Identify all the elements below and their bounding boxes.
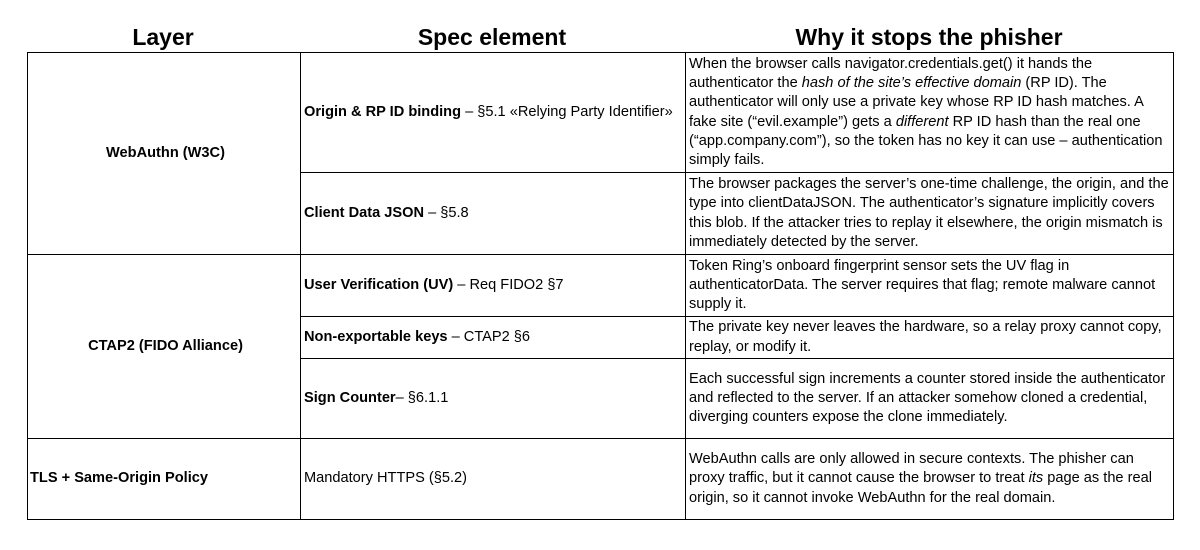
- why-text: RP ID hash than the real one (“app.company.com”), so the token has no key it can use – authentication simply fails.: [689, 113, 1163, 168]
- spec-element-reference: – §5.1 «Relying Party Identifier»: [461, 103, 673, 120]
- spec-element-name: Sign Counter: [304, 389, 396, 406]
- table-row: [28, 53, 1174, 173]
- why-text: Each successful sign increments a counter stored inside the authenticator and reflected to the server. If an attacker somehow cloned a credential, diverging counters expose the clone immediately.: [689, 370, 1166, 426]
- why-cell: [686, 255, 1174, 317]
- spec-element-reference: – CTAP2 §6: [447, 328, 531, 345]
- why-text: The private key never leaves the hardware, so a relay proxy cannot copy, replay, or modify it.: [689, 319, 1162, 355]
- spec-cell: [301, 53, 686, 173]
- why-text: (RP ID). The authenticator will only use a private key whose RP ID hash matches. A fake site (“evil.example”) gets a: [689, 75, 1143, 130]
- spec-element-name: Origin & RP ID binding: [304, 103, 462, 120]
- why-text: page as the real origin, so it cannot invoke WebAuthn for the real domain.: [689, 470, 1152, 506]
- why-cell: [686, 359, 1174, 439]
- spec-cell: [301, 255, 686, 317]
- spec-element-reference: – §6.1.1: [395, 389, 449, 406]
- spec-cell: [301, 173, 686, 255]
- why-text-emphasis: hash of the site’s effective domain: [801, 75, 1022, 92]
- header-spec-element: Spec element: [417, 24, 567, 50]
- layer-cell-tls: [28, 439, 301, 520]
- why-text: WebAuthn calls are only allowed in secure contexts. The phisher can proxy traffic, but it cannot cause the browser to treat: [689, 451, 1134, 487]
- spec-element-name: Client Data JSON: [304, 204, 425, 221]
- why-cell: [686, 173, 1174, 255]
- spec-element-reference: – §5.8: [424, 204, 469, 221]
- layer-label: WebAuthn (W3C): [106, 144, 225, 161]
- spec-element-name: User Verification (UV): [304, 276, 454, 293]
- why-text: Token Ring’s onboard fingerprint sensor sets the UV flag in authenticatorData. The server requires that flag; remote malware cannot supply it.: [689, 257, 1156, 313]
- spec-element-name: Non-exportable keys: [304, 328, 448, 345]
- spec-cell: [301, 439, 686, 520]
- spec-cell: [301, 359, 686, 439]
- header-why-it-stops: Why it stops the phisher: [795, 24, 1063, 50]
- layer-label: TLS + Same-Origin Policy: [30, 470, 209, 487]
- spec-element-reference: – Req FIDO2 §7: [453, 276, 564, 293]
- table-row: [28, 439, 1174, 520]
- table-row: [28, 255, 1174, 317]
- why-text: When the browser calls navigator.credentials.get() it hands the authenticator the: [689, 55, 1093, 92]
- layer-cell-ctap2: [28, 255, 301, 439]
- spec-element-name: Mandatory HTTPS (§5.2): [304, 470, 468, 487]
- spec-cell: [301, 317, 686, 359]
- layer-cell-webauthn: [28, 53, 301, 255]
- layer-label: CTAP2 (FIDO Alliance): [88, 337, 243, 354]
- why-cell: [686, 439, 1174, 520]
- why-text-emphasis: different: [895, 113, 949, 130]
- comparison-table: [27, 52, 1174, 520]
- header-layer: Layer: [132, 24, 194, 50]
- why-text-emphasis: its: [1028, 470, 1044, 487]
- why-text: The browser packages the server’s one-time challenge, the origin, and the type into clientDataJSON. The authenticator’s signature implicitly covers this blob. If the attacker tries to replay it elsewhere, the origin mismatch is immediately detected by the server.: [689, 176, 1169, 250]
- why-cell: [686, 53, 1174, 173]
- why-cell: [686, 317, 1174, 359]
